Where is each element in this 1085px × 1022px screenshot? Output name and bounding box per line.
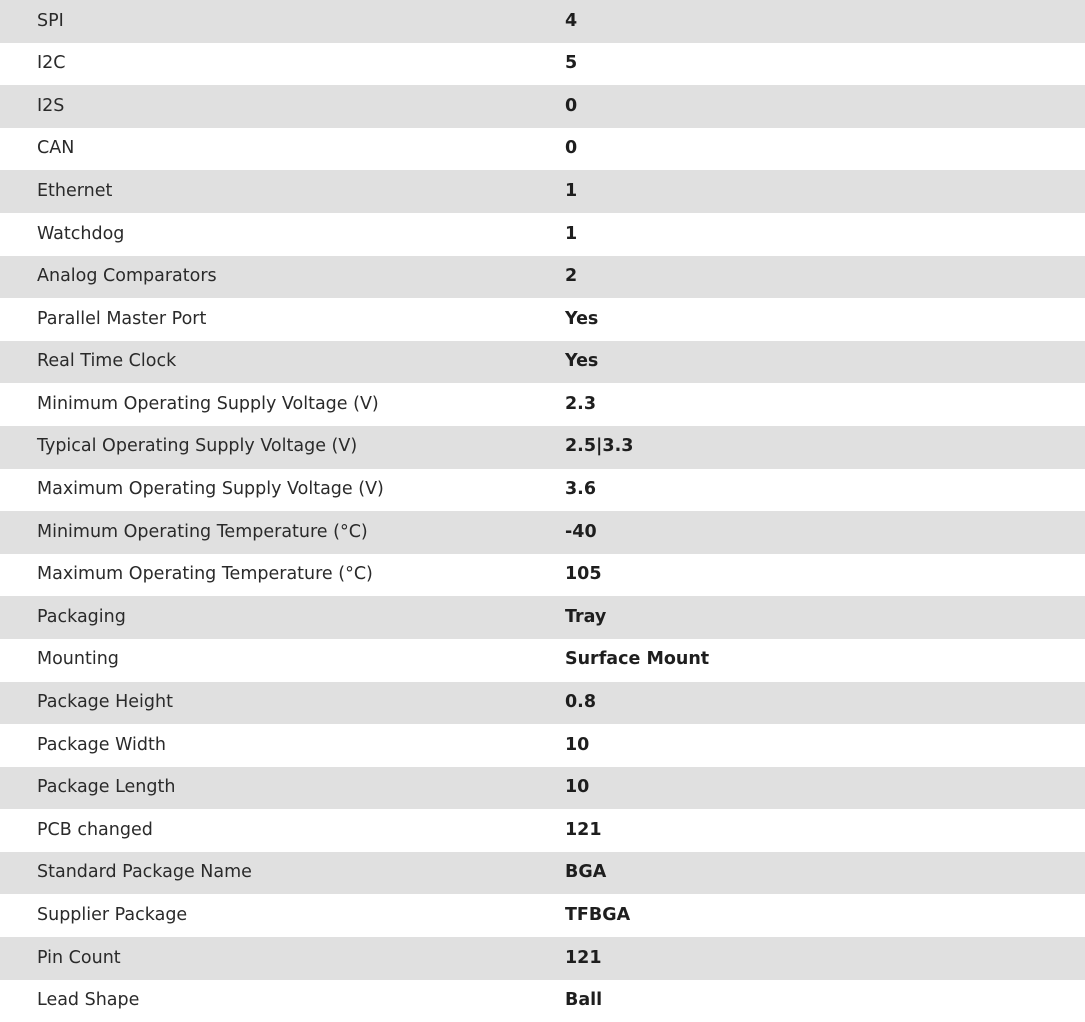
spec-value: -40: [565, 511, 1085, 554]
spec-label: Parallel Master Port: [0, 298, 565, 341]
table-row: [0, 341, 1085, 384]
spec-value: TFBGA: [565, 894, 1085, 937]
table-row: [0, 767, 1085, 810]
table-row: [0, 852, 1085, 895]
table-row: [0, 596, 1085, 639]
spec-label: Analog Comparators: [0, 256, 565, 299]
spec-label: Minimum Operating Temperature (°C): [0, 511, 565, 554]
table-row: [0, 682, 1085, 725]
spec-value: Yes: [565, 341, 1085, 384]
spec-value: 0: [565, 85, 1085, 128]
spec-value: 2.3: [565, 383, 1085, 426]
table-row: [0, 937, 1085, 980]
spec-label: I2S: [0, 85, 565, 128]
spec-label: Watchdog: [0, 213, 565, 256]
table-row: [0, 383, 1085, 426]
spec-label: Supplier Package: [0, 894, 565, 937]
spec-label: Maximum Operating Supply Voltage (V): [0, 469, 565, 512]
spec-value: 121: [565, 809, 1085, 852]
spec-value: Tray: [565, 596, 1085, 639]
spec-label: Package Height: [0, 682, 565, 725]
table-row: [0, 0, 1085, 43]
spec-label: Minimum Operating Supply Voltage (V): [0, 383, 565, 426]
table-row: [0, 469, 1085, 512]
spec-value: Ball: [565, 980, 1085, 1022]
table-row: [0, 85, 1085, 128]
spec-label: CAN: [0, 128, 565, 171]
spec-label: Package Length: [0, 767, 565, 810]
spec-label: PCB changed: [0, 809, 565, 852]
spec-label: Mounting: [0, 639, 565, 682]
spec-value: 0: [565, 128, 1085, 171]
spec-value: 1: [565, 170, 1085, 213]
table-row: [0, 554, 1085, 597]
table-row: [0, 256, 1085, 299]
spec-label: Standard Package Name: [0, 852, 565, 895]
spec-value: Yes: [565, 298, 1085, 341]
table-row: [0, 724, 1085, 767]
spec-value: 4: [565, 0, 1085, 43]
table-row: [0, 980, 1085, 1022]
table-row: [0, 894, 1085, 937]
spec-label: I2C: [0, 43, 565, 86]
spec-label: SPI: [0, 0, 565, 43]
spec-label: Pin Count: [0, 937, 565, 980]
spec-value: BGA: [565, 852, 1085, 895]
spec-value: 0.8: [565, 682, 1085, 725]
spec-value: 1: [565, 213, 1085, 256]
spec-value: 3.6: [565, 469, 1085, 512]
table-row: [0, 639, 1085, 682]
table-row: [0, 213, 1085, 256]
spec-value: 2.5|3.3: [565, 426, 1085, 469]
spec-value: 121: [565, 937, 1085, 980]
spec-label: Package Width: [0, 724, 565, 767]
spec-value: 5: [565, 43, 1085, 86]
table-row: [0, 298, 1085, 341]
table-row: [0, 426, 1085, 469]
spec-label: Packaging: [0, 596, 565, 639]
spec-value: Surface Mount: [565, 639, 1085, 682]
spec-value: 2: [565, 256, 1085, 299]
table-row: [0, 128, 1085, 171]
spec-value: 105: [565, 554, 1085, 597]
spec-label: Typical Operating Supply Voltage (V): [0, 426, 565, 469]
spec-label: Ethernet: [0, 170, 565, 213]
spec-label: Maximum Operating Temperature (°C): [0, 554, 565, 597]
spec-value: 10: [565, 767, 1085, 810]
spec-label: Real Time Clock: [0, 341, 565, 384]
table-row: [0, 511, 1085, 554]
spec-value: 10: [565, 724, 1085, 767]
table-row: [0, 809, 1085, 852]
table-row: [0, 43, 1085, 86]
table-row: [0, 170, 1085, 213]
spec-label: Lead Shape: [0, 980, 565, 1022]
